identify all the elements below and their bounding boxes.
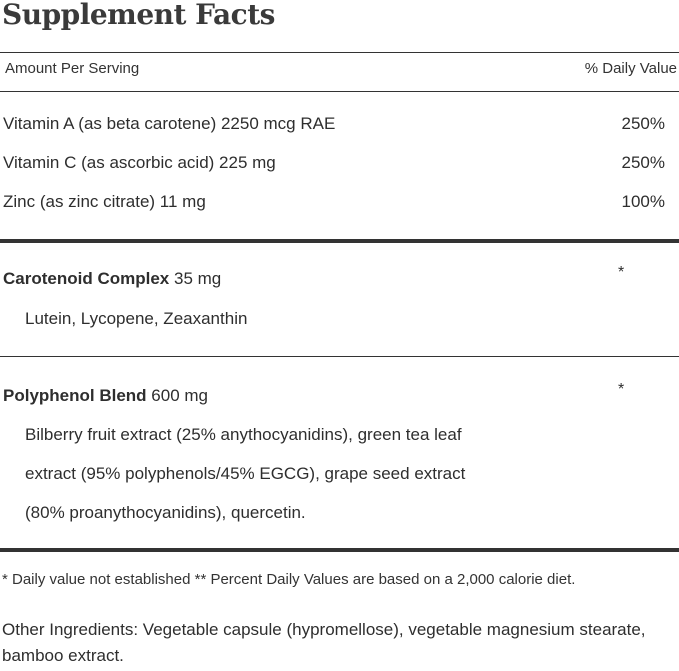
panel-title: Supplement Facts xyxy=(2,0,275,31)
blend-ingredients-line: extract (95% polyphenols/45% EGCG), grape seed extract xyxy=(25,464,466,483)
amount-per-serving-header: Amount Per Serving xyxy=(5,60,140,77)
nutrient-name: Zinc (as zinc citrate) 11 mg xyxy=(3,192,206,211)
thick-divider xyxy=(0,239,679,243)
blend-row-carotenoid-complex xyxy=(3,264,679,291)
blend-ingredients-line: Bilberry fruit extract (25% anythocyanidins), green tea leaf xyxy=(25,425,462,444)
divider xyxy=(0,91,679,92)
nutrient-daily-value: 250% xyxy=(621,114,665,133)
blend-ingredients: Lutein, Lycopene, Zeaxanthin xyxy=(25,309,248,328)
nutrient-row-zinc xyxy=(3,190,665,214)
blend-amount: 600 mg xyxy=(151,386,208,405)
divider xyxy=(0,52,679,53)
blend-daily-value: * xyxy=(618,381,625,398)
nutrient-row-vitamin-a xyxy=(3,112,665,136)
nutrient-name: Vitamin A (as beta carotene) 2250 mcg RAE xyxy=(3,114,336,133)
thick-divider xyxy=(0,548,679,552)
nutrient-daily-value: 250% xyxy=(621,153,665,172)
other-ingredients: Other Ingredients: Vegetable capsule (hypromellose), vegetable magnesium stearate, bamboo extract. xyxy=(2,620,646,665)
nutrient-daily-value: 100% xyxy=(621,192,665,211)
blend-name: Polyphenol Blend xyxy=(3,386,147,405)
blend-daily-value: * xyxy=(618,264,625,281)
blend-row-polyphenol-blend xyxy=(3,381,679,408)
blend-amount: 35 mg xyxy=(173,269,222,288)
daily-value-header: % Daily Value xyxy=(584,60,677,77)
divider xyxy=(0,356,679,357)
footnote: * Daily value not established ** Percent Daily Values are based on a 2,000 calorie diet. xyxy=(2,571,576,588)
nutrient-row-vitamin-c xyxy=(3,151,665,175)
nutrient-name: Vitamin C (as ascorbic acid) 225 mg xyxy=(3,153,276,172)
blend-name: Carotenoid Complex xyxy=(3,269,170,288)
blend-ingredients-line: (80% proanythocyanidins), quercetin. xyxy=(25,503,306,522)
